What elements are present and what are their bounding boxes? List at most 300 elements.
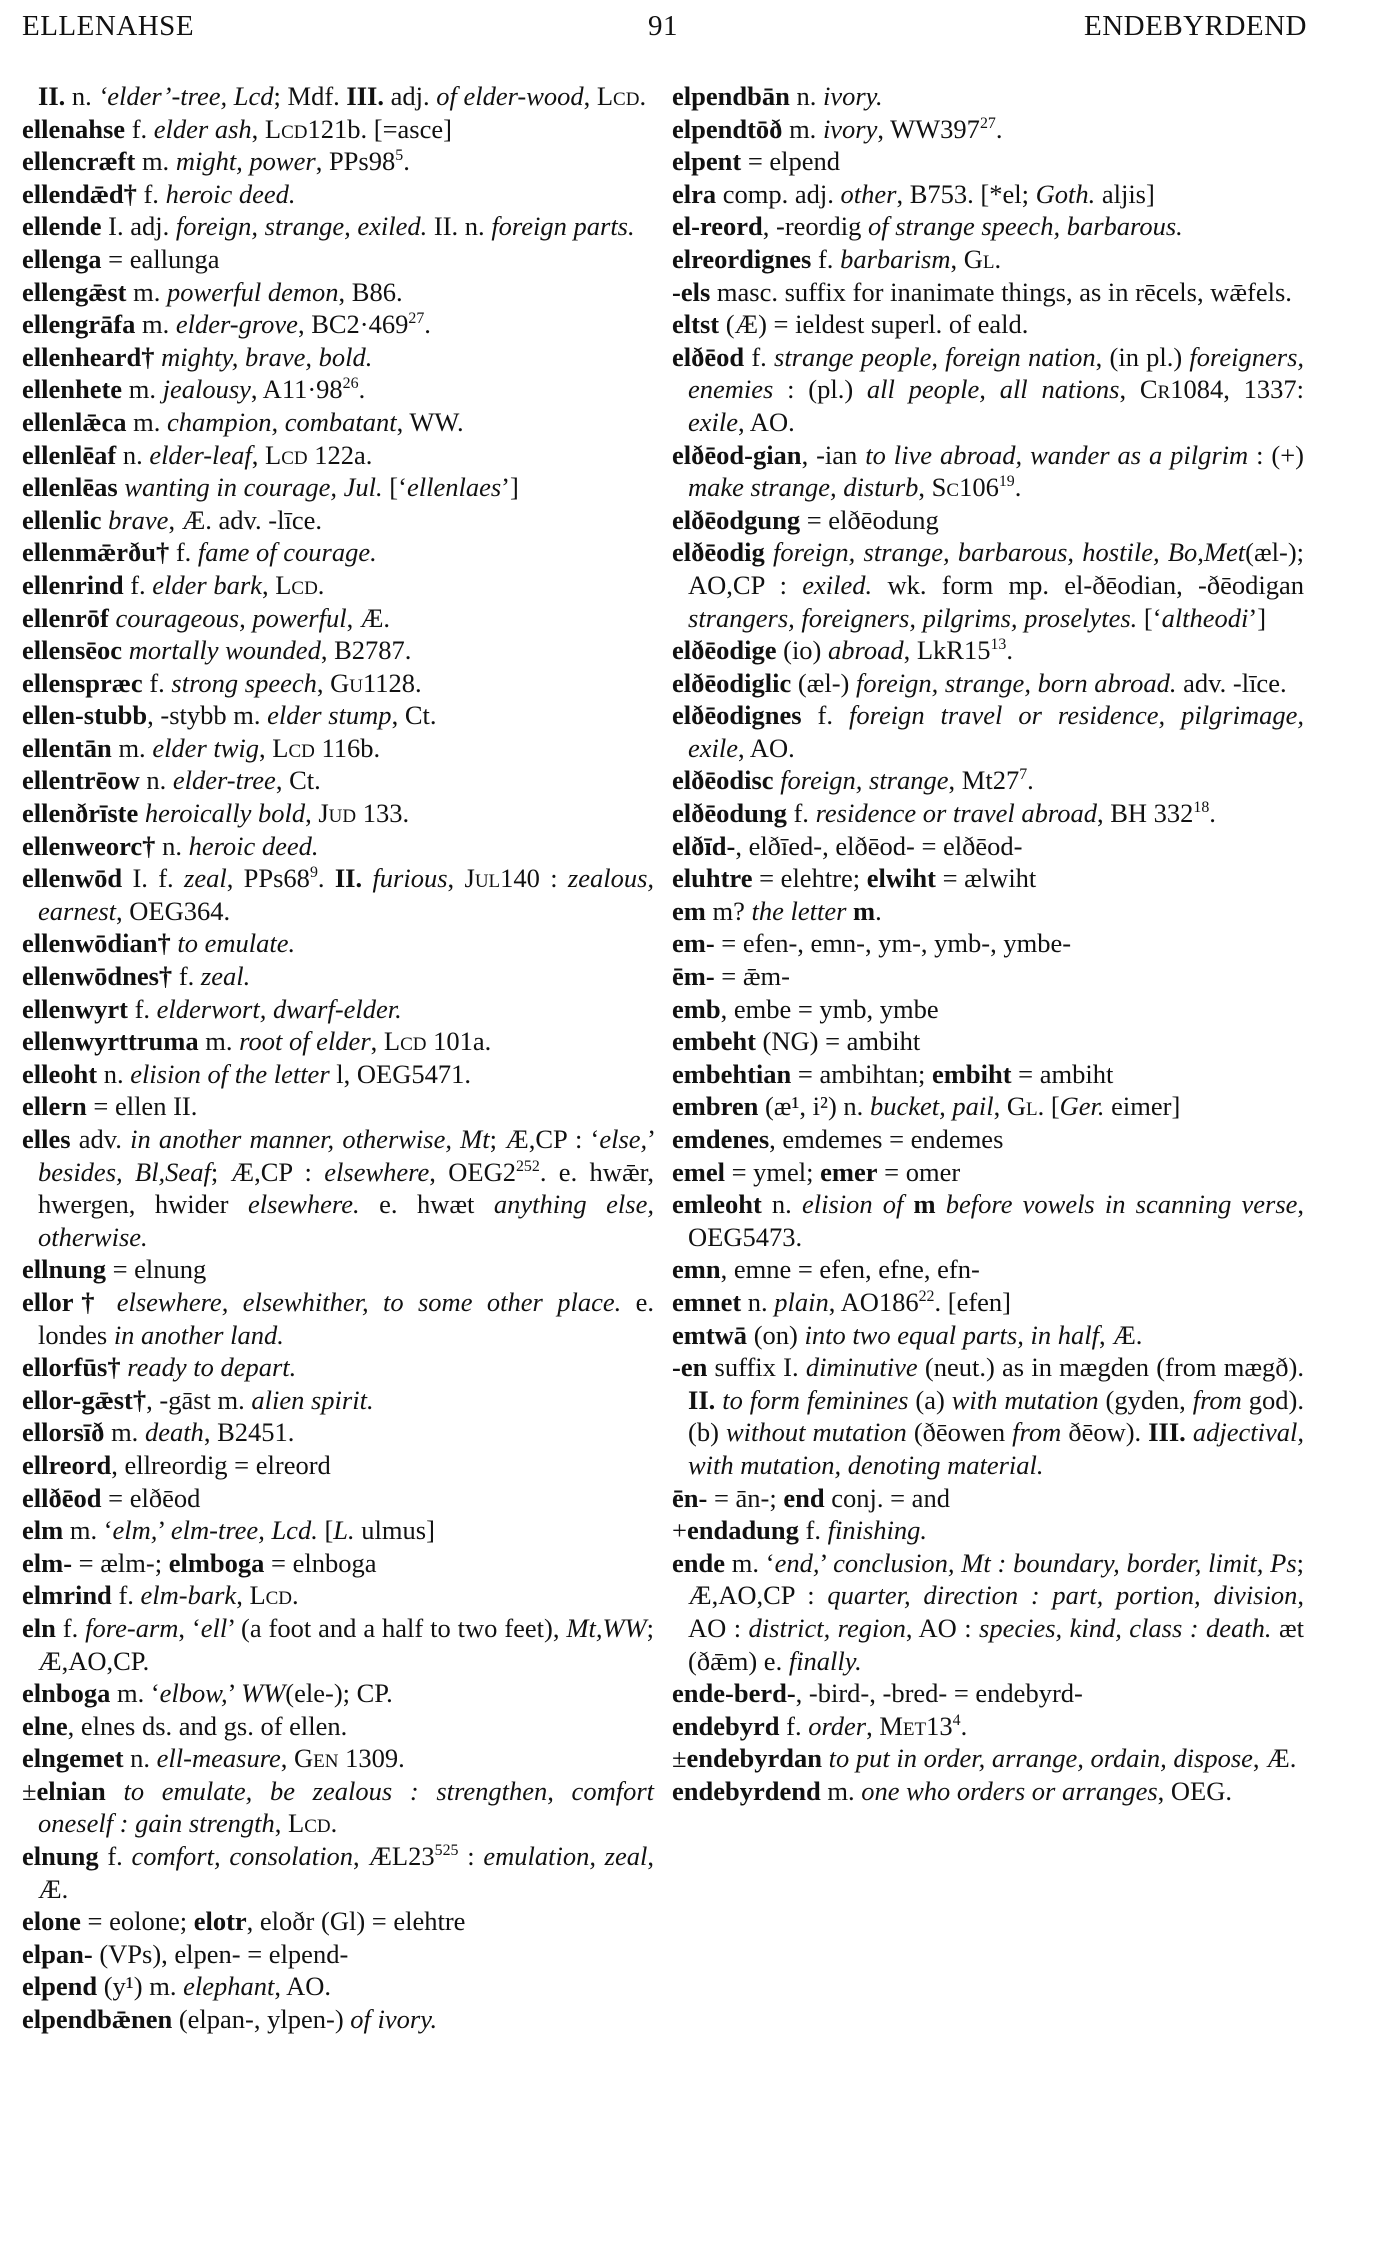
entry-text: . xyxy=(1209,798,1216,829)
entry-text: 13 xyxy=(926,1710,953,1741)
dictionary-entry xyxy=(672,1188,1304,1253)
headword: elmrind xyxy=(22,1580,112,1611)
headword: ellenlic xyxy=(22,504,102,535)
entry-text: , Ct. xyxy=(275,765,321,796)
entry-text: , Æ. xyxy=(346,602,391,633)
headword: emn xyxy=(672,1254,721,1285)
definition-text: comfort, consolation xyxy=(131,1841,353,1872)
entry-text: , xyxy=(447,863,465,894)
headword: -en xyxy=(672,1352,708,1383)
entry-text: , AO. xyxy=(274,1971,332,2002)
headword: endebyrd xyxy=(672,1710,780,1741)
headword: elleoht xyxy=(22,1058,98,1089)
definition-text: champion, combatant xyxy=(167,406,397,437)
entry-text: , elnes ds. and gs. of ellen. xyxy=(67,1710,348,1741)
headword: elðēodiglic xyxy=(672,667,792,698)
dictionary-entry xyxy=(672,862,1304,895)
entry-text: m. xyxy=(135,309,176,340)
source-abbreviation: Lcd xyxy=(272,732,315,763)
dictionary-entry xyxy=(22,1612,654,1677)
headword: el-reord xyxy=(672,211,763,242)
definition-text: ell xyxy=(200,1612,228,1643)
source-abbreviation: Gl xyxy=(963,243,995,274)
source-abbreviation: Met xyxy=(879,1710,927,1741)
entry-text: : xyxy=(458,1841,484,1872)
dictionary-entry xyxy=(22,439,654,472)
entry-text: (ðēowen xyxy=(906,1417,1013,1448)
entry-text: (VPs), elpen- = elpend- xyxy=(92,1938,349,1969)
superscript-reference: 7 xyxy=(1019,766,1028,784)
entry-text: , xyxy=(259,732,273,763)
entry-text: I. f. xyxy=(122,863,184,894)
entry-text: 101a. xyxy=(426,1026,492,1057)
definition-text: fore-arm xyxy=(85,1612,179,1643)
definition-text: elder-grove xyxy=(175,309,298,340)
definition-text: elder bark xyxy=(152,569,262,600)
headword: ellenahse xyxy=(22,113,126,144)
dictionary-entry xyxy=(22,1514,654,1547)
entry-text: , WW397 xyxy=(877,113,980,144)
headword: elpent xyxy=(672,146,742,177)
headword: ellensēoc xyxy=(22,635,123,666)
entry-text: . xyxy=(292,1580,299,1611)
dictionary-entry xyxy=(672,1319,1304,1352)
headword: eluhtre xyxy=(672,863,753,894)
dictionary-entry xyxy=(672,764,1304,797)
source-abbreviation: Jul xyxy=(464,863,501,894)
entry-text xyxy=(138,798,145,828)
headword: m xyxy=(853,895,876,926)
dictionary-entry xyxy=(22,1482,654,1515)
definition-text: of elder-wood xyxy=(436,81,584,111)
definition-text: finally. xyxy=(788,1645,862,1676)
dictionary-entry xyxy=(22,1938,654,1971)
entry-text: f. xyxy=(142,667,172,698)
headword: eln xyxy=(22,1612,56,1643)
headword: ellenðrīste xyxy=(22,798,139,829)
entry-text: ; Æ,AO,CP. xyxy=(38,1612,655,1676)
definition-text: before vowels in scanning verse xyxy=(945,1189,1298,1220)
entry-text: m. xyxy=(104,1417,145,1448)
entry-text: = elnung xyxy=(105,1254,207,1285)
entry-text: = ān-; xyxy=(707,1482,784,1513)
entry-text: . xyxy=(330,1808,338,1839)
entry-text: + xyxy=(672,1515,687,1546)
entry-text: masc. suffix for inanimate things, as in rēcels, wǣfels. xyxy=(710,276,1292,307)
definition-text: elsewhere. xyxy=(247,1189,360,1220)
running-head-left: ELLENAHSE xyxy=(22,10,195,42)
entry-text: n. xyxy=(761,1189,802,1220)
headword: ellor-gǣst† xyxy=(22,1384,147,1415)
entry-text xyxy=(822,1743,829,1773)
headword: elðēodgung xyxy=(672,504,801,535)
entry-text: , PPs68 xyxy=(226,863,310,894)
entry-text: 106 xyxy=(959,472,999,503)
dictionary-entry xyxy=(672,895,1304,928)
definition-text: foreign travel or residence, pilgrimage, exile xyxy=(688,700,1305,763)
headword: embiht xyxy=(932,1058,1012,1089)
headword: ellende xyxy=(22,211,102,242)
entry-text: n. xyxy=(116,439,150,470)
entry-text: m. ‘ xyxy=(110,1678,160,1709)
definition-text: foreigners, enemies xyxy=(688,341,1305,405)
entry-text: = ellen II. xyxy=(86,1091,198,1122)
headword: ellenrind xyxy=(22,569,124,600)
headword: elðēod xyxy=(672,341,745,372)
entry-text: , OEG. xyxy=(1157,1775,1232,1806)
superscript-reference: 9 xyxy=(309,864,318,882)
definition-text: elder stump xyxy=(267,700,392,731)
headword: elðīd- xyxy=(672,830,736,861)
entry-text: (neut.) as in mægden (from mægð). xyxy=(917,1352,1305,1383)
headword: elpend xyxy=(22,1971,98,2002)
definition-text: elsewhere, elsewhither, to some other place. xyxy=(116,1286,622,1317)
entry-text: adj. xyxy=(383,81,437,111)
entry-text: adv. -līce. xyxy=(1176,667,1287,698)
entry-text: , AO : xyxy=(688,1580,1304,1643)
definition-text: zealous, earnest xyxy=(38,863,655,926)
entry-text: 122a. xyxy=(307,439,373,470)
definition-text: brave xyxy=(108,504,169,535)
dictionary-entry xyxy=(672,536,1304,634)
headword: ellern xyxy=(22,1091,87,1122)
definition-text: in another manner, otherwise, Mt xyxy=(130,1124,490,1154)
entry-text: ’] xyxy=(501,472,519,503)
source-abbreviation: Lcd xyxy=(264,113,308,144)
headword: II. xyxy=(38,81,66,111)
dictionary-entry xyxy=(22,699,654,732)
headword: ēm- xyxy=(672,961,715,992)
definition-text: exile xyxy=(688,406,739,437)
headword: elne xyxy=(22,1710,68,1741)
dictionary-entry xyxy=(22,1775,654,1840)
headword: elreordignes xyxy=(672,243,812,274)
definition-text: death xyxy=(144,1417,204,1448)
definition-text: ell-measure xyxy=(156,1743,281,1774)
superscript-reference: 22 xyxy=(918,1288,935,1306)
dictionary-entry xyxy=(22,602,654,635)
headword: ellenwōdian† xyxy=(22,928,171,959)
definition-text: elision of the letter xyxy=(130,1058,330,1089)
entry-text: n. xyxy=(97,1058,131,1089)
headword: elnung xyxy=(22,1841,99,1872)
entry-text: . xyxy=(995,113,1003,144)
dictionary-entry xyxy=(672,1253,1304,1286)
source-abbreviation: Gu xyxy=(330,667,363,698)
definition-text: elderwort, dwarf-elder. xyxy=(156,993,402,1024)
entry-text: , xyxy=(866,1710,880,1741)
entry-text: , AO. xyxy=(738,406,795,437)
entry-text: , -stybb m. xyxy=(147,700,268,731)
entry-text: f. xyxy=(786,798,816,829)
dictionary-entry xyxy=(22,80,654,113)
superscript-reference: 26 xyxy=(342,375,359,393)
headword: ellentrēow xyxy=(22,765,140,796)
entry-text: I. adj. xyxy=(101,211,176,242)
entry-text: (ele-); CP. xyxy=(285,1678,393,1709)
headword: embehtian xyxy=(672,1058,792,1089)
entry-text: ; Æ,CP : ‘ xyxy=(489,1124,600,1154)
entry-text: , xyxy=(1119,374,1140,405)
entry-text: , xyxy=(993,1091,1007,1122)
entry-text: , xyxy=(251,113,265,144)
definition-text: residence or travel abroad xyxy=(815,798,1097,829)
entry-text: = ælm-; xyxy=(72,1547,169,1578)
entry-text: = elnboga xyxy=(264,1547,377,1578)
source-abbreviation: Lcd xyxy=(383,1026,427,1057)
entry-text: suffix I. xyxy=(707,1352,806,1383)
dictionary-entry xyxy=(22,1547,654,1580)
superscript-reference: 27 xyxy=(408,310,425,328)
source-abbreviation: Gen xyxy=(294,1743,339,1774)
entry-text: , xyxy=(236,1580,250,1611)
definition-text: ready to depart. xyxy=(127,1352,297,1383)
entry-text: f. xyxy=(111,1580,141,1611)
dictionary-entry xyxy=(672,210,1304,243)
entry-text: e. londes xyxy=(38,1286,655,1350)
entry-text: f. xyxy=(55,1612,86,1643)
dictionary-entry xyxy=(22,1970,654,2003)
entry-text: , -ian xyxy=(801,439,866,470)
entry-text: (æl-); AO,CP : xyxy=(688,537,1305,600)
entry-text: f. xyxy=(123,569,153,600)
headword: ellencræft xyxy=(22,146,136,177)
headword: elngemet xyxy=(22,1743,124,1774)
entry-text: = ǣm- xyxy=(714,961,790,992)
definition-text: elm-bark xyxy=(140,1580,237,1611)
headword: elðēodig xyxy=(672,537,765,568)
entry-text: 1309. xyxy=(338,1743,405,1774)
dictionary-entry xyxy=(22,341,654,374)
headword: ellenwyrttruma xyxy=(22,1026,199,1057)
definition-text: to emulate. xyxy=(177,928,296,959)
entry-text: (io) xyxy=(776,635,829,666)
headword: elotr xyxy=(193,1906,247,1937)
definition-text: with mutation xyxy=(951,1384,1099,1415)
definition-text: elder-leaf xyxy=(149,439,252,470)
entry-text: [‘ xyxy=(382,472,407,503)
entry-text: (a) xyxy=(908,1384,952,1415)
entry-text: . [ xyxy=(1037,1091,1060,1122)
dictionary-entry xyxy=(22,960,654,993)
entry-text: (gyden, xyxy=(1098,1384,1193,1415)
entry-text: . xyxy=(317,569,325,600)
headword: ellorsīð xyxy=(22,1417,105,1448)
entry-text: . [efen] xyxy=(934,1286,1011,1317)
entry-text: , Æ. xyxy=(1252,1743,1297,1774)
definition-text: of ivory. xyxy=(350,2004,438,2035)
definition-text: elder ash xyxy=(153,113,252,144)
entry-text: , ellreordig = elreord xyxy=(111,1449,331,1480)
dictionary-entry xyxy=(22,1449,654,1482)
entry-text: , -reordig xyxy=(762,211,868,242)
entry-text: , xyxy=(280,1743,295,1774)
entry-text: = elðēodung xyxy=(800,504,939,535)
dictionary-entry xyxy=(22,1677,654,1710)
definition-text: furious xyxy=(372,863,448,894)
entry-text: 133. xyxy=(356,798,410,829)
definition-text: mortally wounded xyxy=(128,635,321,666)
entry-text: aljis] xyxy=(1095,178,1155,209)
entry-text: ’] xyxy=(1248,602,1267,633)
headword: II. xyxy=(334,863,363,894)
entry-text: : (pl.) xyxy=(773,374,867,405)
headword: ellentān xyxy=(22,732,112,763)
source-abbreviation: Lcd xyxy=(596,81,640,111)
definition-text: heroically bold xyxy=(144,798,306,829)
dictionary-entry xyxy=(22,1416,654,1449)
entry-text: , OEG364. xyxy=(116,895,231,926)
entry-text: = omer xyxy=(877,1156,961,1187)
headword: elðēodige xyxy=(672,635,777,666)
definition-text: elsewhere xyxy=(324,1156,430,1187)
dictionary-entry xyxy=(22,145,654,178)
dictionary-entry xyxy=(22,1351,654,1384)
definition-text: in another land. xyxy=(113,1319,284,1350)
definition-text: Ger. xyxy=(1059,1091,1105,1122)
entry-text: f. xyxy=(801,700,849,731)
dictionary-entry xyxy=(22,210,654,243)
headword: ende-berd- xyxy=(672,1678,796,1709)
headword: ellenlǣca xyxy=(22,406,127,437)
definition-text: Mt,WW xyxy=(566,1612,647,1643)
headword: elwiht xyxy=(866,863,936,894)
definition-text: fame of courage. xyxy=(197,537,377,568)
entry-text: (Æ) = ieldest superl. of eald. xyxy=(719,309,1029,340)
dictionary-entry xyxy=(22,830,654,863)
entry-text: , Mt27 xyxy=(948,765,1020,796)
entry-text xyxy=(122,635,129,665)
definition-text: ivory xyxy=(822,113,878,144)
entry-text: , ‘ xyxy=(178,1612,201,1643)
headword: ellnung xyxy=(22,1254,106,1285)
definition-text: heroic deed. xyxy=(165,178,296,209)
definition-text: elder twig xyxy=(152,732,260,763)
running-head-right: ENDEBYRDEND xyxy=(1084,10,1307,42)
entry-text: , WW. xyxy=(396,406,464,437)
headword: embeht xyxy=(672,1026,756,1057)
entry-text: , OEG2 xyxy=(429,1156,516,1187)
definition-text: root of elder xyxy=(239,1026,371,1057)
definition-text: elision of xyxy=(801,1189,904,1220)
entry-text: eimer] xyxy=(1104,1091,1181,1122)
entry-text: = ambihtan; xyxy=(791,1058,933,1089)
dictionary-entry xyxy=(22,1123,654,1253)
entry-text: , Æ. xyxy=(38,1841,654,1904)
entry-text: ± xyxy=(22,1775,37,1806)
headword: endebyrdan xyxy=(686,1743,823,1774)
definition-text: ellenlaes xyxy=(406,472,502,503)
dictionary-entry xyxy=(22,764,654,797)
entry-text: , AO. xyxy=(738,732,795,763)
entry-text: = eolone; xyxy=(80,1906,194,1937)
dictionary-entry xyxy=(672,504,1304,537)
entry-text: = ælwiht xyxy=(935,863,1037,894)
definition-text: ivory. xyxy=(822,81,883,111)
headword: -els xyxy=(672,276,711,307)
definition-text: foreign, strange, barbarous, hostile, Bo,Met xyxy=(773,537,1246,568)
entry-text: f. xyxy=(98,1841,132,1872)
dictionary-entry xyxy=(22,1710,654,1743)
headword: ende xyxy=(672,1547,725,1578)
entry-text: , emdemes = endemes xyxy=(769,1124,1004,1154)
entry-text: ulmus] xyxy=(354,1515,435,1546)
entry-text: f. xyxy=(127,993,157,1024)
headword: ellengǣst xyxy=(22,276,127,307)
entry-text: f. xyxy=(172,961,201,992)
dictionary-entry xyxy=(22,406,654,439)
entry-text: , B86. xyxy=(338,276,403,307)
headword: ellenga xyxy=(22,243,102,274)
entry-text: e. hwæt xyxy=(359,1189,494,1220)
superscript-reference: 19 xyxy=(998,473,1015,491)
headword: ellengrāfa xyxy=(22,309,136,340)
headword: elpendbān xyxy=(672,81,790,111)
entry-text: m. xyxy=(198,1026,240,1057)
headword: ellenhete xyxy=(22,374,123,405)
entry-text: m. xyxy=(126,276,168,307)
right-column xyxy=(672,80,1304,1807)
entry-text: god). (b) xyxy=(688,1384,1304,1448)
superscript-reference: 27 xyxy=(979,114,996,132)
headword: ellendǣd† xyxy=(22,178,137,209)
dictionary-entry xyxy=(672,1123,1304,1156)
definition-text: adjectival, with mutation, denoting material. xyxy=(688,1417,1304,1480)
definition-text: foreign parts. xyxy=(491,211,635,242)
entry-text: f. xyxy=(744,341,774,372)
headword: ellenweorc† xyxy=(22,830,156,861)
source-abbreviation: Gl xyxy=(1006,1091,1038,1122)
entry-text: f. xyxy=(798,1515,828,1546)
definition-text: might, power xyxy=(175,146,316,177)
entry-text xyxy=(936,1189,946,1219)
entry-text: ; Æ,CP : xyxy=(210,1156,325,1187)
definition-text: foreign, strange, born abroad. xyxy=(856,667,1177,698)
headword: em- xyxy=(672,928,715,959)
dictionary-entry xyxy=(22,1253,654,1286)
dictionary-entry xyxy=(672,178,1304,211)
headword: ellen-stubb xyxy=(22,700,148,731)
entry-text xyxy=(903,1189,913,1219)
headword: ellorfūs† xyxy=(22,1352,121,1383)
entry-text: , AO : xyxy=(905,1612,980,1643)
definition-text: conclusion, Mt : boundary, border, limit, Ps xyxy=(833,1547,1297,1578)
headword: ellenspræc xyxy=(22,667,143,698)
superscript-reference: 252 xyxy=(515,1157,540,1175)
dictionary-entry xyxy=(672,667,1304,700)
dictionary-entry xyxy=(22,1025,654,1058)
entry-text: (y¹) m. xyxy=(97,1971,184,2002)
entry-text: , xyxy=(583,81,597,111)
entry-text: , AO186 xyxy=(828,1286,919,1317)
entry-text: , A11·98 xyxy=(250,374,343,405)
headword: end xyxy=(783,1482,825,1513)
dictionary-entry xyxy=(22,1579,654,1612)
dictionary-entry xyxy=(672,1775,1304,1808)
entry-text: , ÆL23 xyxy=(353,1841,435,1872)
entry-text: , -bird-, -bred- = endebyrd- xyxy=(795,1678,1083,1709)
entry-text: m. xyxy=(782,113,823,144)
headword: elpendbǣnen xyxy=(22,2004,173,2035)
definition-text: elephant xyxy=(183,1971,275,2002)
headword: elra xyxy=(672,178,717,209)
headword: elpan- xyxy=(22,1938,93,1969)
headword: III. xyxy=(1148,1417,1186,1448)
dictionary-entry xyxy=(672,1514,1304,1547)
headword: emel xyxy=(672,1156,725,1187)
definition-text: other xyxy=(840,178,897,209)
entry-text: (on) xyxy=(747,1319,805,1350)
